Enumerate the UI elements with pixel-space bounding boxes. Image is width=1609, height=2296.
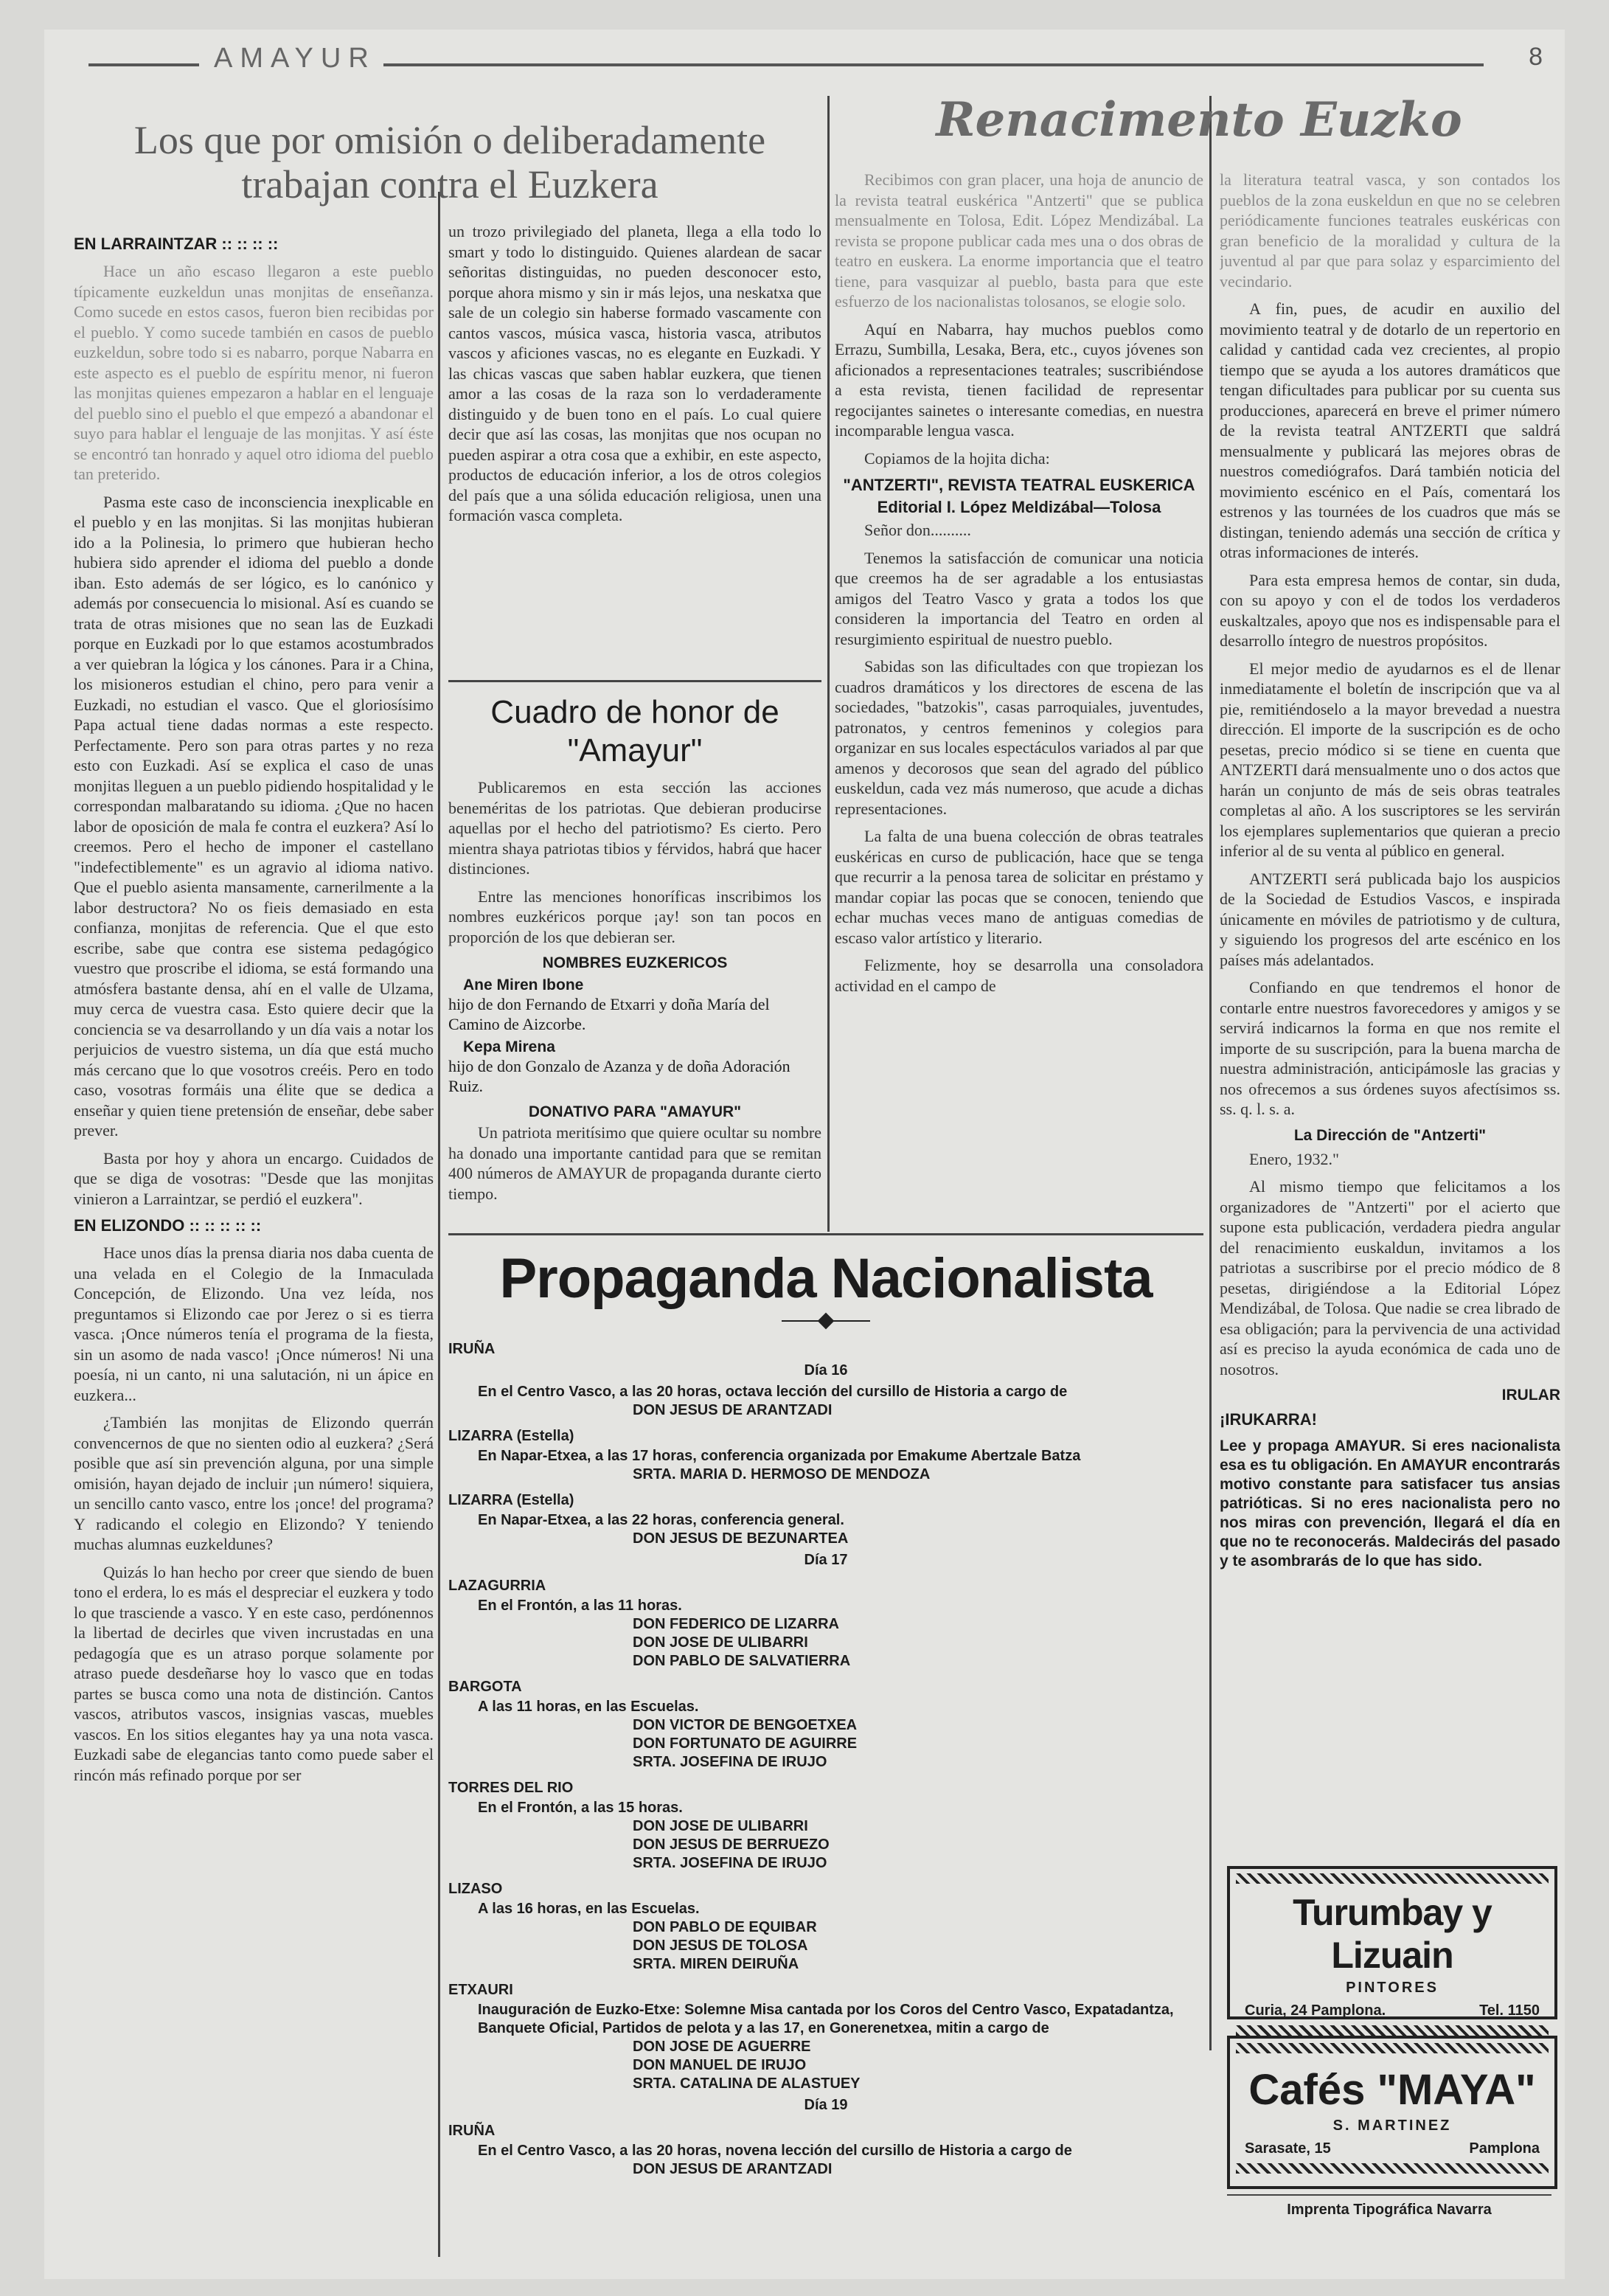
article-paragraph: Basta por hoy y ahora un encargo. Cuidados de que se diga de vosotras: "Desde que las monjitas vinieron a Larraintzar, se perdió el euzkera".	[74, 1148, 434, 1208]
article-paragraph: Recibimos con gran placer, una hoja de anuncio de la revista teatral euskérica "Antzerti" que se publica mensualmente en Tolosa, Edit. López Mendizábal. La revista se propone publicar cada mes una o dos obras de teatro en euskera. La enorme importancia que el teatro tiene, para vasquizar al pueblo, basta para que este esfuerzo de los nacionalistas tolosanos, se elogie solo.	[835, 170, 1203, 311]
section-divider	[448, 680, 821, 682]
article-title-block	[74, 118, 826, 221]
cuadro-paragraph: Publicaremos en esta sección las acciones beneméritas de los patriotas. Que debieran producirse aquellas por el hecho del patriotismo? Es cierto. Pero mientra shaya patriotas tibios y férvidos, habrá que hacer distinciones.	[448, 778, 821, 878]
event-speaker: DON JESUS DE ARANTZADI	[633, 1402, 833, 1418]
article-paragraph: Hace unos días la prensa diaria nos daba cuenta de una velada en el Colegio de la Inmaculada Concepción, de Elizondo. Una vez leída, nos preguntamos si Elizondo cae por Jerez o si es tierra vasca. ¡Once números tenía el programa de la fiesta, sin un asomo de nada vasco! ¡Once números! Ni una poesía, ni un canto, ni una salutación, ni un ápice en euzkera...	[74, 1244, 434, 1404]
event-speaker: DON PABLO DE SALVATIERRA	[633, 1653, 851, 1669]
event-detail: En el Centro Vasco, a las 20 horas, novena lección del cursillo de Historia a cargo de	[478, 2143, 1072, 2159]
event-block	[448, 1779, 1203, 1873]
column-divider	[827, 96, 830, 1232]
printer-credit: Imprenta Tipográfica Navarra	[1287, 2202, 1492, 2218]
ad-subtitle: S. MARTINEZ	[1332, 2118, 1452, 2134]
irukarra-paragraph: Lee y propaga AMAYUR. Si eres nacionalista esa es tu obligación. En AMAYUR encontrarás motivo constante para satisfacer tus ansias patrióticas. Si no eres nacionalista pero no nos miras con prevención, llegará el día en que no te reconocerás. Maldecirás del pasado y te asombrarás de lo que has sido.	[1220, 1437, 1560, 1570]
event-speaker: SRTA. JOSEFINA DE IRUJO	[633, 1855, 827, 1871]
article-paragraph: un trozo privilegiado del planeta, llega a ella todo lo smart y todo lo distinguido. Quienes alardean de sacar señoritas distinguidas, no pueden desconocer esto, porque ahora mismo y sin ir más lejos, una neskatxa que sale de un colegio sin haberse formado vascamente con cantos vascos, música vasca, historia vasca, atributos vascos y aficiones vascas, no es elegante en Euzkadi. Y las chicas vascas que saben hablar euzkera, que tienen amor a las cosas de la raza son lo verdaderamente distinguido y de buen tono en el país. Lo cual quiere decir que así las cosas, las monjitas que nos ocupan no pueden aspirar a otra cosa que a exhibir, en este aspecto, productos de educación inferior, a los de otros colegios del país que a una sólida educación religiosa, unen una formación vasca completa.	[448, 222, 821, 524]
honor-name: Ane Miren Ibone	[463, 977, 584, 993]
column-1	[74, 229, 434, 2264]
article-paragraph: ¿También las monjitas de Elizondo querrán convencernos de que no sienten odio al euzkera? ¿Será posible que así sin prevención alguna, por una simple omisión, hayan dejado de incluir ¡un número! siquiera, un sencillo canto vasco, entre los ¡once! del programa? Y radicando el colegio en Elizondo? Y teniendo muchas alumnas euzkeldunes?	[74, 1413, 434, 1553]
event-list	[448, 1340, 1203, 2179]
event-speaker: DON JOSE DE ULIBARRI	[633, 1634, 808, 1651]
ad-border-pattern	[1236, 2163, 1549, 2174]
event-block	[448, 1340, 1203, 1420]
event-detail: En el Frontón, a las 15 horas.	[478, 1800, 683, 1816]
article-paragraph: ANTZERTI será publicada bajo los auspicios de la Sociedad de Estudios Vascos, e inspirada únicamente en móviles de patriotismo y de cultura, y siguiendo los progresos del arte escénico en los países más adelantados.	[1220, 869, 1560, 969]
event-place: TORRES DEL RIO	[448, 1780, 574, 1796]
honor-name: Kepa Mirena	[463, 1038, 555, 1055]
event-place: LIZARRA (Estella)	[448, 1492, 574, 1508]
masthead	[74, 43, 1550, 80]
ad-address-row	[1245, 2002, 1540, 2019]
event-speaker: DON JESUS DE BERRUEZO	[633, 1837, 830, 1853]
event-speaker: DON JESUS DE TOLOSA	[633, 1938, 808, 1954]
renacimento-title-block	[833, 92, 1565, 166]
column-4	[1220, 170, 1560, 1844]
event-speaker: DON PABLO DE EQUIBAR	[633, 1919, 817, 1935]
event-speaker: SRTA. JOSEFINA DE IRUJO	[633, 1754, 827, 1770]
column-3	[835, 170, 1203, 1232]
event-speaker: DON JOSE DE ULIBARRI	[633, 1818, 808, 1834]
donativo-paragraph: Un patriota meritísimo que quiere ocultar su nombre ha donado una importante cantidad para que se remitan 400 números de AMAYUR de propaganda durante cierto tiempo.	[448, 1123, 821, 1203]
ad-title: Cafés "MAYA"	[1248, 2066, 1536, 2114]
direccion-signature: La Dirección de "Antzerti"	[1293, 1126, 1487, 1144]
event-detail: En el Centro Vasco, a las 20 horas, octava lección del cursillo de Historia a cargo de	[478, 1384, 1068, 1400]
article-paragraph: Aquí en Nabarra, hay muchos pueblos como Errazu, Sumbilla, Lesaka, Bera, etc., cuyos jóvenes son aficionados a representaciones teatrales; suscribiéndose a esta revista, tienen facilidad de representar regocijantes sainetes o interesante comedias, en nuestra incomparable lengua vasca.	[835, 319, 1203, 440]
donativo-heading: DONATIVO PARA "AMAYUR"	[528, 1103, 742, 1120]
honor-name-parents: hijo de don Gonzalo de Azanza y de doña Adoración Ruiz.	[448, 1057, 790, 1095]
event-block	[448, 1880, 1203, 1974]
ad-city: Pamplona	[1469, 2140, 1540, 2157]
event-block	[448, 1427, 1203, 1484]
ad-address: Sarasate, 15	[1245, 2140, 1331, 2157]
event-detail: A las 16 horas, en las Escuelas.	[478, 1901, 700, 1917]
antzerti-heading: "ANTZERTI", REVISTA TEATRAL EUSKERICA	[843, 476, 1195, 494]
newspaper-page	[44, 30, 1565, 2279]
article-paragraph: Quizás lo han hecho por creer que siendo de buen tono el erdera, lo es más el despreciar el euzkera y todo lo que trasciende a vasco. Y en este caso, perdónennos la libertad de decirles que viven incrustadas en una pedagogía que es un atraso porque solamente por atraso puede desdeñarse hoy lo vasco que en todas partes se busca como una nota de distinción. Cantos vascos, atributos vascos, insignias vascas, muebles vascos. En los sitios elegantes hay ya una nota vasca. Euzkadi sabe de elegancias tanto como puede saber el rincón más refinado porque por ser	[74, 1562, 434, 1784]
article-paragraph: Al mismo tiempo que felicitamos a los organizadores de "Antzerti" por el acierto que supone esta publicación, verdadera piedra angular del renacimiento euskaldun, invitamos a los patriotas a suscribirse por el precio módico de 8 pesetas, dirigiéndose a la Editorial López Mendizábal, de Tolosa. Que nadie se crea librado de esa obligación; para la pervivencia de una actividad así es preciso la ayuda económica de cada uno de nosotros.	[1220, 1177, 1560, 1378]
column-2-top	[448, 221, 821, 679]
article-paragraph: A fin, pues, de acudir en auxilio del movimiento teatral y de dotarlo de un repertorio en calidad y cantidad cada vez crecientes, al propio tiempo que se ayuda a los autores dramáticos que tengan dificultades para publicar por su cuenta sus producciones, aparecerá en breve el primer número de la revista teatral ANTZERTI que saldrá mensualmente y publicará las mejores obras de nuestros comediógrafos. Dará también noticia del movimiento escénico en el País, comentará los estrenos y las tournées de los cuadros que más se distingan, teniendo además una sección de crítica y otras informaciones de interés.	[1220, 299, 1560, 561]
event-detail: Inauguración de Euzko-Etxe: Solemne Misa cantada por los Coros del Centro Vasco, Expatadantza, Banquete Oficial, Partidos de pelota y a las 17, en Gonerenetxea, mitin a cargo de	[478, 2002, 1174, 2036]
event-block	[448, 1577, 1203, 1671]
author-signature: IRULAR	[1501, 1387, 1560, 1404]
ad-phone: Tel. 1150	[1479, 2002, 1540, 2019]
senor-line: Señor don..........	[864, 521, 971, 539]
ad-border-pattern	[1236, 2025, 1549, 2036]
event-speaker: SRTA. MARIA D. HERMOSO DE MENDOZA	[633, 1466, 931, 1482]
honor-name-parents: hijo de don Fernando de Etxarri y doña María del Camino de Aizcorbe.	[448, 995, 770, 1033]
event-block	[448, 1678, 1203, 1772]
event-place: BARGOTA	[448, 1679, 522, 1695]
event-place: IRUÑA	[448, 2123, 496, 2139]
ad-address-row	[1245, 2140, 1540, 2157]
event-date: Día 19	[804, 2097, 848, 2113]
event-speaker: DON MANUEL DE IRUJO	[633, 2057, 807, 2073]
ad-border-pattern	[1236, 1873, 1549, 1884]
article-paragraph: El mejor medio de ayudarnos es el de llenar inmediatamente el boletín de inscripción que va al pie, remitiéndoselo a la mayor brevedad a nuestra dirección. El importe de la suscripción es de ocho pesetas, precio módico si se tiene en cuenta que ANTZERTI dará mensualmente uno o dos actos que harán un conjunto de más de seis obras teatrales completas al año. A los suscriptores se les servirán los ejemplares suplementarios que quieran a precio inferior al de su venta al público en general.	[1220, 659, 1560, 860]
event-speaker: DON JESUS DE ARANTZADI	[633, 2161, 833, 2177]
article-paragraph: Confiando en que tendremos el honor de contarle entre nuestros favorecedores y amigos y se servirá indicarnos la forma en que nos remite el importe de su suscripción, para la buena marcha de nuestra administración, anticipámosle las gracias y nos ofrecemos a sus órdenes suyos afectísimos ss. ss. q. l. s. a.	[1220, 978, 1560, 1118]
cuadro-paragraph: Entre las menciones honoríficas inscribimos los nombres euzkéricos porque ¡ay! son tan pocos en proporción de los que debieran ser.	[448, 887, 821, 946]
event-detail: A las 11 horas, en las Escuelas.	[478, 1699, 699, 1715]
ornament-divider	[782, 1315, 870, 1327]
propaganda-title: Propaganda Nacionalista	[499, 1247, 1153, 1310]
ad-title: Turumbay y Lizuain	[1293, 1892, 1492, 1976]
event-detail: En el Frontón, a las 11 horas.	[478, 1598, 682, 1614]
antzerti-editorial: Editorial I. López Meldizábal—Tolosa	[877, 498, 1161, 516]
footer-rule	[1227, 2194, 1551, 2196]
event-speaker: DON JOSE DE AGUERRE	[633, 2039, 811, 2055]
event-detail: En Napar-Etxea, a las 17 horas, conferencia organizada por Emakume Abertzale Batza	[478, 1448, 1081, 1464]
article-paragraph: Para esta empresa hemos de contar, sin duda, con su apoyo y con el de todos los verdaderos euskaltzales, apoyo que nos es indispensable para el desarrollo íntegro de nuestros propósitos.	[1220, 570, 1560, 650]
article-paragraph: la literatura teatral vasca, y son contados los pueblos de la zona euskeldun en que no se celebren periódicamente funciones teatrales euskéricas con gran beneficio de la moralidad y cultura de la juventud al par que para solaz y esparcimiento del vecindario.	[1220, 170, 1560, 291]
event-date: Día 17	[804, 1552, 848, 1568]
event-block	[448, 1981, 1203, 2115]
article-paragraph: Pasma este caso de inconsciencia inexplicable en el pueblo y en las monjitas. Si las monjitas hubieran ido a la Polinesia, lo primero que hubieran hecho hubiera sido aprender el idioma del pueblo a donde iban. Esto además de ser lógico, es lo canónico y además por consecuencia lo misional. Así es cuando se trata de otras misiones que no sean las de Euzkadi porque en Euzkadi por lo que estamos acostumbrados a ver quiebran la lógica y los cánones. Para ir a China, los misioneros estudian el chino, pero para venir a Euzkadi, no estudian el vasco. Que el gloriosísimo Papa actual tiene dadas normas a este respecto. Perfectamente. Pero son para otras partes y no reza esto con Euzkadi. Así se explica el caso de unas monjitas lleguen a un pueblo pidiendo hospitalidad y le correspondan malbaratando su idioma. ¿Que no hacen labor de oposición de mala fe contra el euzkera? Así lo creemos. Pero el hecho de imponer el castellano "indefectiblemente" es un agravio al idioma nativo. Que el pueblo asienta mansamente, carnerilmente a la labor destructora? No os fieis demasiado en esta confianza, monjitas de referencia. Que el que esto escribe, sabe que contra ese sistema pedagógico vuestro que proscribe el idioma, se está formando una atmósfera bastante densa, ahí en el valle de Ulzama, muy cerca de vuestra casa. Esto quiere decir que la conciencia se va desarrollando y un día vais a notar los perjuicios de vuestro sistema, un día que está mucho más cercano que lo que vosotros creéis. Pero en todo caso, vosotras formáis una élite que se dedica a enseñar y quien tiene pretensión de enseñar, debe saber prever.	[74, 492, 434, 1140]
masthead-rule-left	[88, 63, 199, 66]
event-place: LIZARRA (Estella)	[448, 1428, 574, 1444]
date-line: Enero, 1932."	[1249, 1149, 1340, 1168]
masthead-rule-right	[383, 63, 1484, 66]
event-date: Día 16	[804, 1362, 848, 1378]
cuadro-title: Cuadro de honor de "Amayur"	[490, 694, 779, 769]
event-speaker: DON FORTUNATO DE AGUIRRE	[633, 1735, 858, 1752]
section-heading-elizondo: EN ELIZONDO :: :: :: :: ::	[74, 1216, 262, 1235]
ad-subtitle: PINTORES	[1346, 1980, 1439, 1996]
event-place: ETXAURI	[448, 1982, 513, 1998]
event-block	[448, 1491, 1203, 1570]
event-place: LAZAGURRIA	[448, 1578, 546, 1594]
ad-address: Curia, 24 Pamplona.	[1245, 2002, 1386, 2019]
column-divider	[1209, 96, 1212, 2050]
event-place: LIZASO	[448, 1881, 503, 1897]
column-divider	[438, 192, 440, 2257]
event-place: IRUÑA	[448, 1341, 496, 1357]
event-speaker: DON VICTOR DE BENGOETXEA	[633, 1717, 858, 1733]
article-paragraph: Hace un año escaso llegaron a este pueblo típicamente euzkeldun unas monjitas de enseñanza. Como sucede en estos casos, fueron bien recibidas por el pueblo. Y como sucede también en casos de pueblo euzkeldun, sobre todo si es nabarro, porque Nabarra en este aspecto es el pueblo de espíritu menor, ni fueron las monjitas quienes empezaron a hablar en el lenguaje del pueblo sino el pueblo el que empezó a abandonar el suyo para hablar el lenguaje de las monjitas. Y así éste se encontró tan honrado y aquel otro idioma del pueblo tan preterido.	[74, 262, 434, 483]
event-speaker: DON FEDERICO DE LIZARRA	[633, 1616, 839, 1632]
names-heading: NOMBRES EUZKERICOS	[542, 954, 728, 971]
ad-turumbay	[1227, 1866, 1557, 2019]
irukarra-heading: ¡IRUKARRA!	[1220, 1410, 1317, 1429]
article-paragraph: Felizmente, hoy se desarrolla una consoladora actividad en el campo de	[835, 956, 1203, 995]
event-speaker: SRTA. CATALINA DE ALASTUEY	[633, 2075, 861, 2092]
article-paragraph: Tenemos la satisfacción de comunicar una noticia que creemos ha de ser agradable a los entusiastas amigos del Teatro Vasco y grata a todos los que consideren la importancia del Teatro en orden al resurgimiento espiritual de nuestro pueblo.	[835, 548, 1203, 648]
event-speaker: DON JESUS DE BEZUNARTEA	[633, 1530, 849, 1547]
propaganda-section	[448, 1239, 1203, 2257]
ad-cafes-maya	[1227, 2036, 1557, 2189]
masthead-name: AMAYUR	[214, 43, 376, 74]
article-paragraph: Sabidas son las dificultades con que tropiezan los cuadros dramáticos y los directores de escena de las sociedades, "batzokis", casas parroquiales, juventudes, patronatos, y centros femeninos y colegios para organizar en sus locales espectáculos variados al par que amenos y decorosos que sean del agrado del público euskeldun, cada vez más numeroso, que acude a dichas representaciones.	[835, 657, 1203, 818]
article-title: Los que por omisión o deliberadamente trabajan contra el Euzkera	[133, 118, 766, 207]
event-detail: En Napar-Etxea, a las 22 horas, conferencia general.	[478, 1512, 844, 1528]
section-heading-larraintzar: EN LARRAINTZAR :: :: :: ::	[74, 235, 279, 253]
article-paragraph: La falta de una buena colección de obras teatrales euskéricas en curso de publicación, hace que se tenga que recurrir a la penosa tarea de solicitar en préstamo y mandar copiar las pocas que se conocen, teniendo que echar muchas veces mano de antiguas comedias de escaso valor artístico y literario.	[835, 827, 1203, 947]
cuadro-de-honor	[448, 686, 821, 1232]
event-speaker: SRTA. MIREN DEIRUÑA	[633, 1956, 799, 1972]
ad-border-pattern	[1236, 2043, 1549, 2053]
event-block	[448, 2122, 1203, 2179]
renacimento-title: Renacimento Euzko	[936, 92, 1462, 148]
section-divider	[448, 1233, 1203, 1235]
page-number: 8	[1529, 43, 1543, 71]
article-paragraph: Copiamos de la hojita dicha:	[864, 448, 1050, 468]
